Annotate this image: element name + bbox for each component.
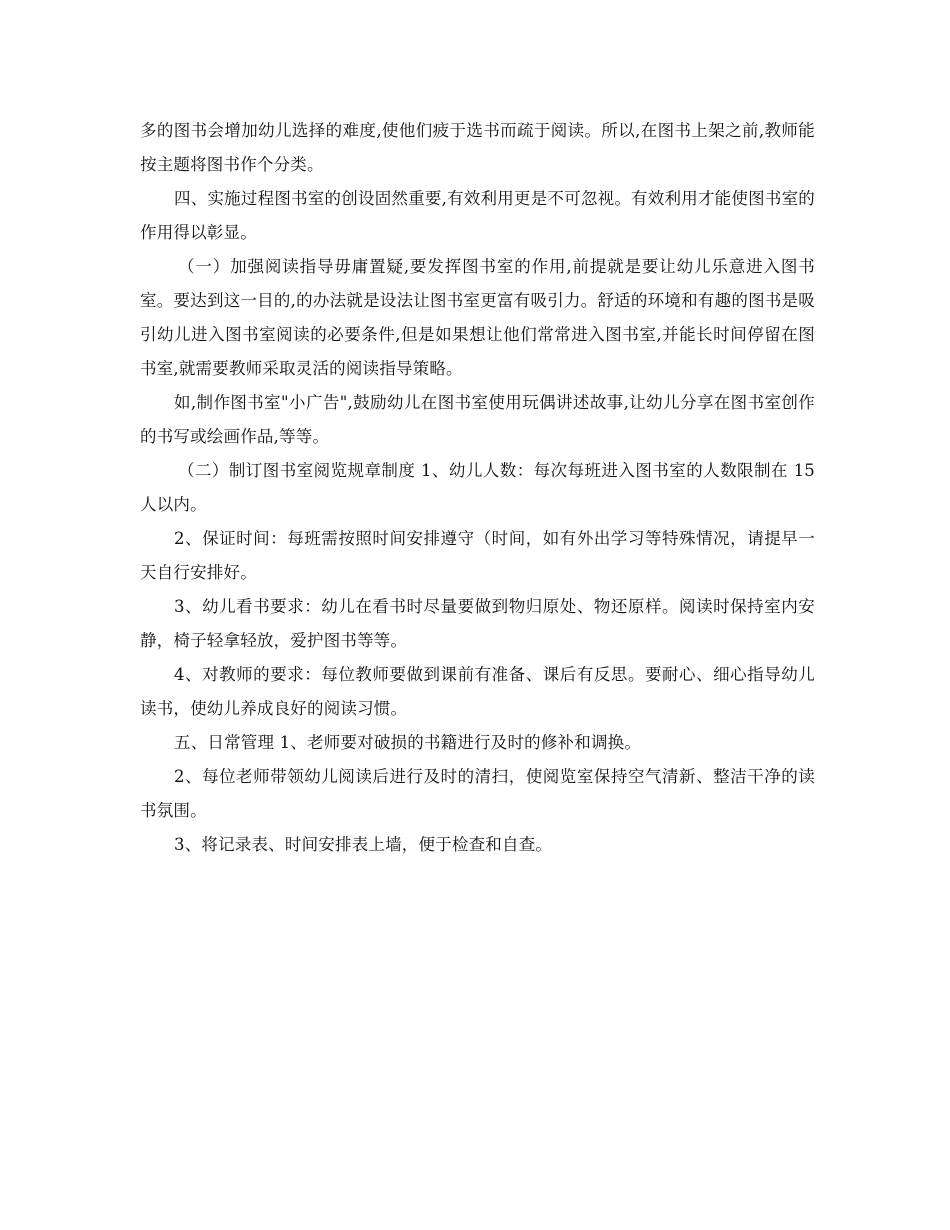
paragraph: （一）加强阅读指导毋庸置疑,要发挥图书室的作用,前提就是要让幼儿乐意进入图书室。要达到这一目的,的办法就是设法让图书室更富有吸引力。舒适的环境和有趣的图书是吸引幼儿进入图书室阅读的必要条件,但是如果想让他们常常进入图书室,并能长时间停留在图书室,就需要教师采取灵活的阅读指导策略。 <box>140 257 815 378</box>
paragraph: 4、对教师的要求：每位教师要做到课前有准备、课后有反思。要耐心、细心指导幼儿读书，使幼儿养成良好的阅读习惯。 <box>140 665 815 718</box>
paragraph: （二）制订图书室阅览规章制度 1、幼儿人数：每次每班进入图书室的人数限制在 15 人以内。 <box>140 461 815 514</box>
paragraph: 四、实施过程图书室的创设固然重要,有效利用更是不可忽视。有效利用才能使图书室的作用得以彰显。 <box>140 189 815 242</box>
paragraph: 3、将记录表、时间安排表上墙，便于检查和自查。 <box>174 835 553 854</box>
paragraph: 3、幼儿看书要求：幼儿在看书时尽量要做到物归原处、物还原样。阅读时保持室内安静，椅子轻拿轻放，爱护图书等等。 <box>140 597 815 650</box>
paragraph: 2、保证时间：每班需按照时间安排遵守（时间，如有外出学习等特殊情况，请提早一天自行安排好。 <box>140 529 815 582</box>
paragraph: 如,制作图书室"小广告",鼓励幼儿在图书室使用玩偶讲述故事,让幼儿分享在图书室创作的书写或绘画作品,等等。 <box>140 393 815 446</box>
paragraph: 多的图书会增加幼儿选择的难度,使他们疲于选书而疏于阅读。所以,在图书上架之前,教师能按主题将图书作个分类。 <box>140 121 815 174</box>
paragraph: 2、每位老师带领幼儿阅读后进行及时的清扫，使阅览室保持空气清新、整洁干净的读书氛围。 <box>140 767 815 820</box>
document-body <box>140 114 815 862</box>
paragraph: 五、日常管理 1、老师要对破损的书籍进行及时的修补和调换。 <box>174 733 642 752</box>
